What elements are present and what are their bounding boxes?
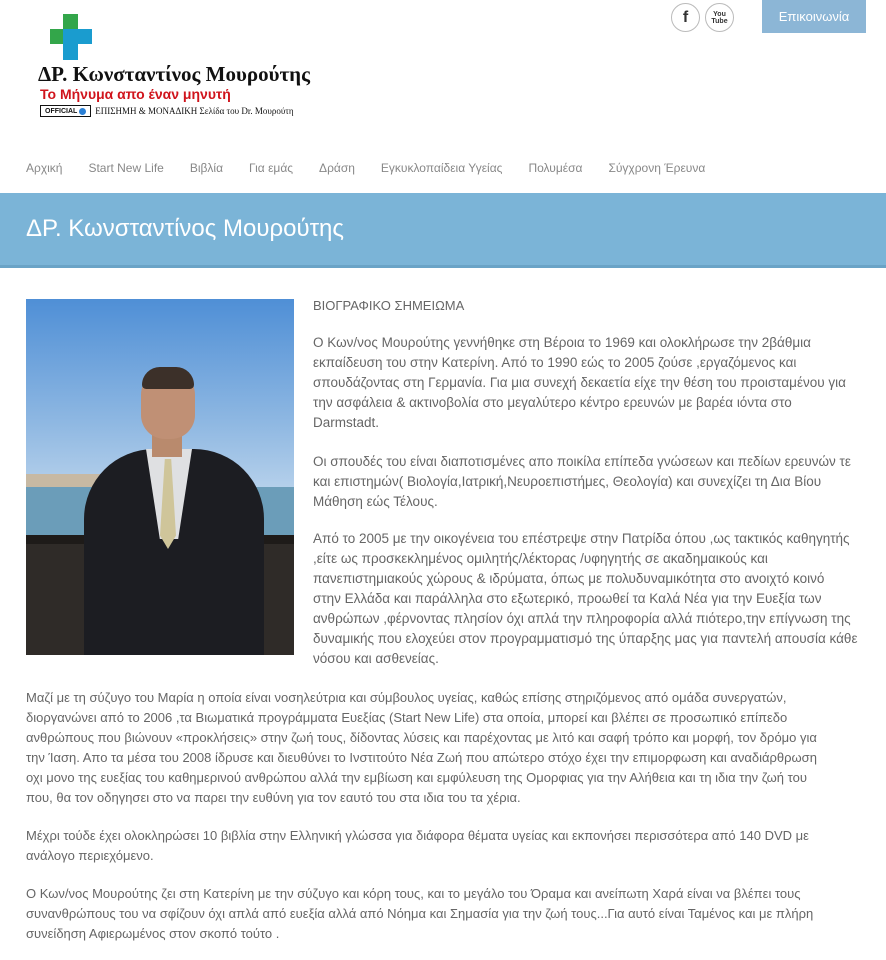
nav-item-health-encyclopedia[interactable]: Εγκυκλοπαίδεια Υγείας [380, 161, 503, 175]
medical-cross-icon [50, 14, 92, 60]
logo-tagline [40, 104, 294, 118]
tagline-text: ΕΠΙΣΗΜΗ & ΜΟΝΑΔΙΚΗ Σελίδα του Dr. Μουρούτη [95, 106, 294, 116]
nav-item-about[interactable]: Για εμάς [249, 161, 294, 175]
bio-paragraph-3: Από το 2005 με την οικογένεια του επέστρεψε στην Πατρίδα όπου ,ως τακτικός καθηγητής ,είτε ως προσκεκλημένος ομιλητής/λέκτορας /υφηγητής σε ακαδημαικούς και πανεπιστημιακούς χώρους & ιδρύματα, όπως με πολυδυναμικότητα στο ανοιχτό κοινό στην Ελλάδα και παράλληλα στο εξωτερικό, προωθεί τα Καλά Νέα για την Ευεξία των ανθρώπων ,φέρνοντας πλησίον όχι απλά την πληροφορία αλλά πιότερο,την επίγνωση της δυναμικής που ελοχεύει στον προγραμματισμό της ύπαρξης μας για παντελή απουσία κάθε νόσου και ασθενείας. [313, 531, 858, 666]
nav-item-start-new-life[interactable]: Start New Life [88, 161, 164, 175]
facebook-icon[interactable]: f [671, 3, 700, 32]
bio-paragraph-1: Ο Κων/νος Μουρούτης γεννήθηκε στη Βέροια το 1969 και ολοκλήρωσε την 2βάθμια εκπαίδευση του στην Κατερίνη. Από το 1990 εώς το 2005 ζούσε ,εργαζόμενος και σπουδάζοντας στη Γερμανία. Για μια συνεχή δεκαετία είχε την θέση του προισταμένου για την ασφάλεια & ακτινοβολία στο μεγαλύτερο κέντρο ερευνών με βαρέα ιόντα στο Darmstadt. [313, 335, 846, 430]
main-navigation [26, 158, 731, 178]
bio-paragraph-2: Οι σπουδές του είναι διαποτισμένες απο ποικίλα επίπεδα γνώσεων και πεδίων ερευνών τε και επιστημών( Βιολογία,Ιατρική,Νευροεπιστήμες, Θεολογία) και συνεχίζει τη Δια Βίου Μάθηση εώς Τέλους. [313, 454, 851, 509]
bio-paragraph-6: Ο Κων/νος Μουρούτης ζει στη Κατερίνη με την σύζυγο και κόρη τους, και το μεγάλο του Όραμα και ανείπωτη Χαρά είναι να βλέπει τους συνανθρώπους του να σφίζουν όχι απλά από ευεξία αλλά από Νόημα και Σημασία για την ζωή τους...Για αυτό είναι Ταμένος και με πλήρη συνείδηση Αφιερωμένος στον σκοπό τούτο . [26, 886, 814, 941]
bio-paragraph-5: Μέχρι τούδε έχει ολοκληρώσει 10 βιβλία στην Ελληνική γλώσσα για διάφορα θέματα υγείας και εκπονήσει περισσότερα από 140 DVD με ανάλογο περιεχόμενο. [26, 828, 809, 863]
nav-item-books[interactable]: Βιβλία [189, 161, 224, 175]
contact-button[interactable]: Επικοινωνία [762, 0, 866, 33]
site-header [0, 0, 886, 140]
nav-item-modern-research[interactable]: Σύγχρονη Έρευνα [608, 161, 706, 175]
bio-paragraph-4: Μαζί με τη σύζυγο του Μαρία η οποία είναι νοσηλεύτρια και σύμβουλος υγείας, καθώς επίσης στηριζόμενος από ομάδα συνεργατών, διοργανώνει από το 2006 ,τα Βιωματικά προγράμματα Ευεξίας (Start New Life) στα οποία, μπορεί και βλέπει σε προσωπικό επίπεδο ανθρώπους που βιώνουν «προκλήσεις» στην ζωή τους, δίδοντας λύσεις και παρέχοντας με λιτό και σαφή τρόπο και μορφή, τον δρόμο για την Ίαση. Απο τα μέσα του 2008 ίδρυσε και διευθύνει το Ινστιτούτο Νέα Ζωή που απώτερο στόχο έχει την επιμορφωση και αναδιάρθρωση οχι μονο της ευεξίας του καθημερινού ανθρώπου αλλά την εμβίωση και εμφύλευση της Ομορφιας για την Αλήθεια και τη ιδια την ζωή του που, θα τον οδηγησει στο να παρει την ευθύνη για τον εαυτό του στα ιδια του τα χέρια. [26, 690, 817, 805]
logo-title: ΔΡ. Κωνσταντίνος Μουρούτης [38, 62, 310, 86]
youtube-icon[interactable]: You Tube [705, 3, 734, 32]
nav-item-action[interactable]: Δράση [319, 161, 355, 175]
page-title: ΔΡ. Κωνσταντίνος Μουρούτης [26, 215, 344, 242]
page-title-banner [0, 193, 886, 268]
logo-subtitle: Το Μήνυμα απο έναν μηνυτή [40, 86, 231, 102]
site-logo[interactable] [36, 12, 336, 122]
official-badge: OFFICIAL [40, 105, 91, 117]
verified-icon [79, 108, 86, 115]
bio-heading: ΒΙΟΓΡΑΦΙΚΟ ΣΗΜΕΙΩΜΑ [313, 298, 465, 313]
nav-item-home[interactable]: Αρχική [26, 161, 63, 175]
nav-item-multimedia[interactable]: Πολυμέσα [528, 161, 583, 175]
portrait-photo [26, 299, 294, 655]
